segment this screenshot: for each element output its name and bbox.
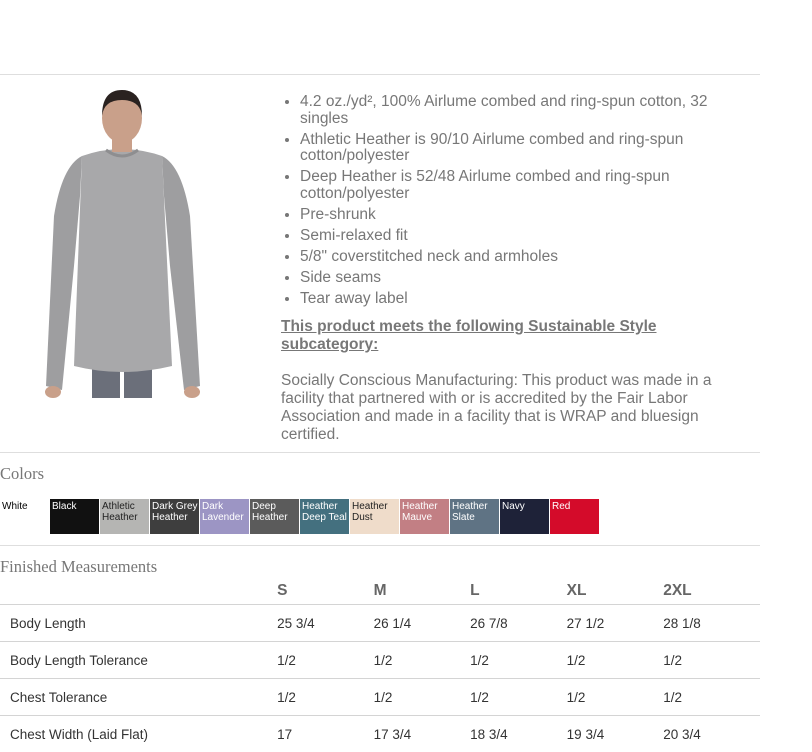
- measurement-value: 1/2: [663, 679, 760, 716]
- feature-item: • Deep Heather is 52/48 Airlume combed and ring-spun cotton/polyester: [300, 169, 721, 202]
- color-swatch[interactable]: Dark Grey Heather: [150, 499, 199, 534]
- feature-item: • 4.2 oz./yd², 100% Airlume combed and ring-spun cotton, 32 singles: [300, 94, 721, 127]
- feature-item: • 5/8" coverstitched neck and armholes: [300, 249, 721, 266]
- top-divider: [0, 74, 760, 75]
- measurement-label: Body Length Tolerance: [0, 642, 277, 679]
- measurement-value: 26 1/4: [374, 605, 471, 642]
- color-swatch[interactable]: Dark Lavender: [200, 499, 249, 534]
- table-row: [0, 605, 760, 642]
- measurement-value: 1/2: [470, 679, 567, 716]
- measurement-value: 1/2: [470, 642, 567, 679]
- measurement-label: Body Length: [0, 605, 277, 642]
- color-swatch[interactable]: Heather Slate: [450, 499, 499, 534]
- measurements-title: Finished Measurements: [0, 557, 157, 577]
- color-swatch[interactable]: Heather Mauve: [400, 499, 449, 534]
- sustainable-style-heading: This product meets the following Sustainable Style subcategory:: [281, 318, 721, 354]
- measurement-value: 1/2: [663, 642, 760, 679]
- feature-item: • Pre-shrunk: [300, 207, 721, 224]
- measurement-value: 1/2: [567, 642, 664, 679]
- sustainable-style-text: Socially Conscious Manufacturing: This product was made in a facility that partnered with or is accredited by the Fair Labor Association and made in a facility that is WRAP and bluesign certified.: [281, 372, 721, 444]
- measurement-value: 20 3/4: [663, 716, 760, 752]
- measurement-value: 1/2: [567, 679, 664, 716]
- color-swatch[interactable]: Heather Dust: [350, 499, 399, 534]
- color-swatch[interactable]: Red: [550, 499, 599, 534]
- table-row: [0, 716, 760, 752]
- color-swatch[interactable]: Athletic Heather: [100, 499, 149, 534]
- measurement-value: 1/2: [374, 642, 471, 679]
- product-photo: [40, 86, 205, 398]
- feature-item: • Semi-relaxed fit: [300, 228, 721, 245]
- size-header: L: [470, 578, 567, 605]
- measurement-value: 18 3/4: [470, 716, 567, 752]
- colors-title: Colors: [0, 464, 44, 484]
- measurement-value: 1/2: [277, 679, 374, 716]
- feature-item: • Tear away label: [300, 291, 721, 308]
- measurement-label: Chest Width (Laid Flat): [0, 716, 277, 752]
- measurements-table: [0, 578, 760, 752]
- measurement-value: 26 7/8: [470, 605, 567, 642]
- size-header: XL: [567, 578, 664, 605]
- size-header: S: [277, 578, 374, 605]
- table-row: [0, 679, 760, 716]
- measurement-value: 1/2: [374, 679, 471, 716]
- size-header: M: [374, 578, 471, 605]
- product-details: [281, 94, 721, 444]
- color-swatch[interactable]: White: [0, 499, 49, 534]
- color-swatch[interactable]: Navy: [500, 499, 549, 534]
- feature-item: • Athletic Heather is 90/10 Airlume combed and ring-spun cotton/polyester: [300, 132, 721, 165]
- measurement-label: Chest Tolerance: [0, 679, 277, 716]
- table-row: [0, 642, 760, 679]
- measurements-divider: [0, 545, 760, 546]
- size-header-blank: [0, 578, 277, 605]
- color-swatch[interactable]: Heather Deep Teal: [300, 499, 349, 534]
- measurement-value: 25 3/4: [277, 605, 374, 642]
- color-swatch[interactable]: Deep Heather: [250, 499, 299, 534]
- measurement-value: 17 3/4: [374, 716, 471, 752]
- size-header: 2XL: [663, 578, 760, 605]
- measurement-value: 28 1/8: [663, 605, 760, 642]
- measurement-value: 19 3/4: [567, 716, 664, 752]
- measurement-value: 17: [277, 716, 374, 752]
- color-swatch-list: [0, 499, 600, 534]
- color-swatch[interactable]: Black: [50, 499, 99, 534]
- colors-divider: [0, 452, 760, 453]
- size-header-row: [0, 578, 760, 605]
- measurement-value: 1/2: [277, 642, 374, 679]
- feature-item: • Side seams: [300, 270, 721, 287]
- feature-list: [281, 94, 721, 307]
- measurement-value: 27 1/2: [567, 605, 664, 642]
